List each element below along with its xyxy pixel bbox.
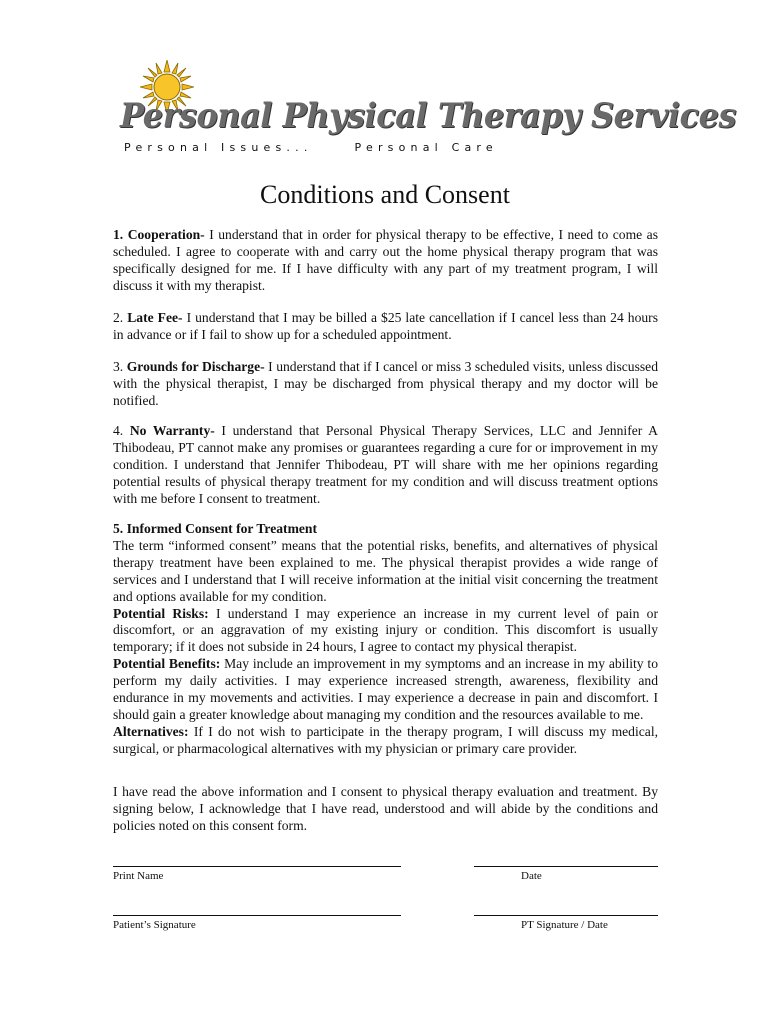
date-line[interactable] bbox=[474, 866, 658, 867]
brand-name: Personal Physical Therapy Services bbox=[120, 96, 737, 136]
section-number: 3. bbox=[113, 359, 127, 374]
benefits-heading: Potential Benefits: bbox=[113, 656, 221, 672]
informed-consent-intro: The term “informed consent” means that the potential risks, benefits, and alternatives of physical therapy treatment have been explained to me. The physical therapist provides a wide range of services and I understand that I will receive information at the initial visit concerning the treatment and options available for my condition. bbox=[113, 537, 658, 604]
document-title: Conditions and Consent bbox=[260, 180, 510, 209]
section-grounds-for-discharge bbox=[113, 359, 658, 410]
consent-statement: I have read the above information and I consent to physical therapy evaluation and treatment. By signing below, I acknowledge that I have read, understood and will abide by the conditions and policies noted on this consent form. bbox=[113, 784, 658, 833]
risks-text: I understand I may experience an increase in my current level of pain or discomfort, or an aggravation of my existing injury or condition. This discomfort is usually temporary; if it does not subside in 24 hours, I agree to contact my physical therapist. bbox=[113, 605, 658, 655]
section-informed-consent bbox=[113, 521, 658, 758]
section-number: 2. bbox=[113, 310, 128, 325]
section-text: I understand that I may be billed a $25 late cancellation if I cancel less than 24 hours in advance or if I fail to show up for a scheduled appointment. bbox=[113, 310, 658, 342]
potential-risks bbox=[113, 606, 658, 657]
potential-benefits bbox=[113, 656, 658, 724]
section-cooperation bbox=[113, 227, 658, 295]
section-text: I understand that in order for physical therapy to be effective, I need to come as scheduled. I agree to cooperate with and carry out the home physical therapy program that was specifically designed for me. If I have difficulty with any part of my treatment program, I will discuss it with my therapist. bbox=[113, 227, 658, 293]
tagline-left: Personal Issues... bbox=[124, 141, 313, 154]
section-heading: 1. Cooperation- bbox=[113, 227, 205, 242]
section-heading: Late Fee- bbox=[127, 310, 183, 325]
print-name-line[interactable] bbox=[113, 866, 401, 867]
section-no-warranty bbox=[113, 423, 658, 508]
alternatives-heading: Alternatives: bbox=[113, 723, 189, 739]
print-name-label: Print Name bbox=[113, 870, 164, 882]
section-number: 4. bbox=[113, 423, 130, 438]
section-late-fee bbox=[113, 310, 658, 344]
benefits-text: May include an improvement in my symptoms and an increase in my ability to perform my daily activities. I may experience increased strength, awareness, flexibility and endurance in my movements and activities. I may experience a decrease in pain and discomfort. I should gain a greater knowledge about managing my condition and the resources available to me. bbox=[113, 656, 658, 722]
alternatives bbox=[113, 724, 658, 758]
company-logo bbox=[118, 60, 737, 165]
tagline-right: Personal Care bbox=[354, 141, 498, 154]
section-heading: Grounds for Discharge- bbox=[126, 359, 265, 374]
section-heading: 5. Informed Consent for Treatment bbox=[113, 521, 318, 536]
patient-signature-label: Patient’s Signature bbox=[113, 919, 196, 931]
pt-signature-line[interactable] bbox=[474, 915, 658, 916]
pt-signature-label: PT Signature / Date bbox=[521, 919, 608, 931]
section-text: I understand that if I cancel or miss 3 scheduled visits, unless discussed with the physical therapist, I may be discharged from physical therapy and my doctor will be notified. bbox=[113, 359, 659, 408]
brand-tagline bbox=[124, 141, 498, 154]
alternatives-text: If I do not wish to participate in the therapy program, I will discuss my medical, surgical, or pharmacological alternatives with my physician or primary care provider. bbox=[113, 723, 658, 756]
patient-signature-line[interactable] bbox=[113, 915, 401, 916]
section-text: I understand that Personal Physical Therapy Services, LLC and Jennifer A Thibodeau, PT cannot make any promises or guarantees regarding a cure for or improvement in my condition. I understand that Jennifer Thibodeau, PT will share with me her opinions regarding potential results of physical therapy treatment for my condition and will discuss treatment options with me before I consent to treatment. bbox=[113, 423, 658, 506]
section-heading: No Warranty- bbox=[129, 423, 215, 438]
date-label: Date bbox=[521, 870, 542, 882]
risks-heading: Potential Risks: bbox=[113, 605, 209, 621]
